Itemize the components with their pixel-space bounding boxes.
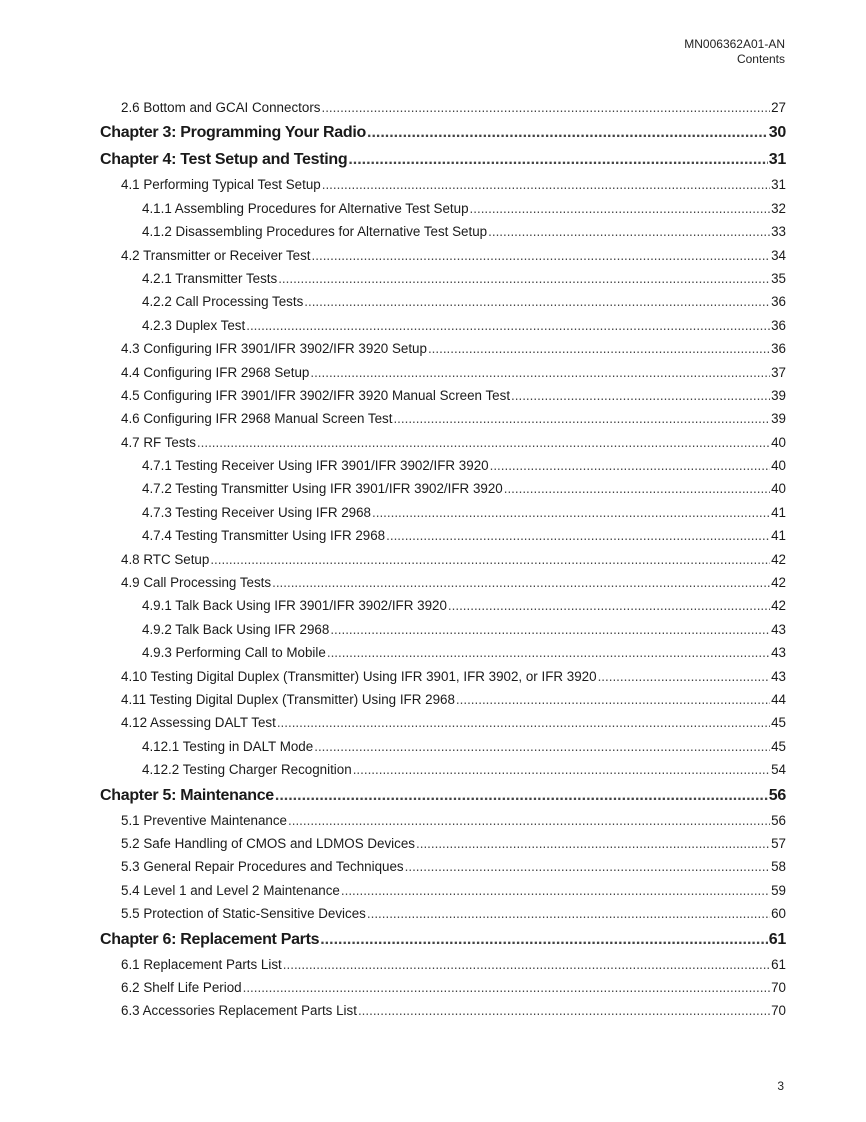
toc-entry-label: 4.7 RF Tests xyxy=(121,434,196,450)
toc-entry-page: 54 xyxy=(771,762,786,778)
toc-dot-leader xyxy=(327,641,770,664)
toc-entry-page: 56 xyxy=(768,786,786,804)
toc-entry-label: 4.9.1 Talk Back Using IFR 3901/IFR 3902/IFR 3920 xyxy=(142,598,447,614)
toc-entry-label: 4.2.3 Duplex Test xyxy=(142,317,246,333)
toc-dot-leader xyxy=(288,809,770,832)
toc-dot-leader xyxy=(321,96,770,119)
toc-section-entry[interactable] xyxy=(100,571,786,594)
toc-dot-leader xyxy=(358,999,770,1022)
toc-dot-leader xyxy=(488,220,770,243)
toc-entry-page: 44 xyxy=(771,691,786,707)
toc-dot-leader xyxy=(312,244,771,267)
toc-entry-page: 42 xyxy=(771,575,786,591)
toc-entry-page: 33 xyxy=(771,224,786,240)
toc-section-entry[interactable] xyxy=(100,832,786,855)
toc-entry-label: 4.2.1 Transmitter Tests xyxy=(142,270,278,286)
toc-entry-page: 32 xyxy=(771,200,786,216)
toc-section-entry[interactable] xyxy=(100,384,786,407)
toc-entry-label: 5.5 Protection of Static-Sensitive Devices xyxy=(121,906,366,922)
toc-section-entry[interactable] xyxy=(100,855,786,878)
toc-section-entry[interactable] xyxy=(100,96,786,119)
toc-section-entry[interactable] xyxy=(100,197,786,220)
toc-entry-label: 4.1.1 Assembling Procedures for Alternative Test Setup xyxy=(142,200,469,216)
toc-entry-label: 4.12.1 Testing in DALT Mode xyxy=(142,738,314,754)
toc-entry-page: 42 xyxy=(771,551,786,567)
toc-section-entry[interactable] xyxy=(100,220,786,243)
toc-entry-page: 27 xyxy=(771,100,786,115)
toc-entry-label: 6.2 Shelf Life Period xyxy=(121,979,242,995)
toc-section-entry[interactable] xyxy=(100,953,786,976)
toc-entry-page: 42 xyxy=(771,598,786,614)
toc-entry-label: 4.3 Configuring IFR 3901/IFR 3902/IFR 3920 Setup xyxy=(121,341,427,357)
page-number: 3 xyxy=(777,1079,784,1093)
toc-entry-page: 34 xyxy=(771,247,786,263)
toc-dot-leader xyxy=(277,711,770,734)
toc-entry-page: 61 xyxy=(771,956,786,972)
toc-dot-leader xyxy=(393,407,770,430)
toc-section-entry[interactable] xyxy=(100,711,786,734)
toc-entry-label: 5.1 Preventive Maintenance xyxy=(121,812,287,828)
toc-entry-page: 41 xyxy=(771,528,786,544)
toc-entry-page: 43 xyxy=(771,645,786,661)
toc-entry-label: 4.5 Configuring IFR 3901/IFR 3902/IFR 3920 Manual Screen Test xyxy=(121,387,511,403)
toc-chapter-entry[interactable] xyxy=(100,926,786,953)
toc-dot-leader xyxy=(246,314,770,337)
toc-section-entry[interactable] xyxy=(100,735,786,758)
toc-dot-leader xyxy=(243,976,770,999)
toc-entry-page: 40 xyxy=(771,481,786,497)
toc-entry-page: 30 xyxy=(768,124,786,142)
toc-dot-leader xyxy=(504,477,770,500)
page-header xyxy=(684,37,785,67)
toc-entry-page: 31 xyxy=(768,151,786,169)
toc-section-entry[interactable] xyxy=(100,290,786,313)
toc-entry-label: 4.12.2 Testing Charger Recognition xyxy=(142,762,352,778)
toc-entry-label: Chapter 3: Programming Your Radio xyxy=(100,124,366,142)
toc-section-entry[interactable] xyxy=(100,524,786,547)
toc-entry-page: 43 xyxy=(771,668,786,684)
toc-chapter-entry[interactable] xyxy=(100,119,786,146)
toc-entry-label: 4.11 Testing Digital Duplex (Transmitter) Using IFR 2968 xyxy=(121,691,455,707)
toc-entry-label: 6.3 Accessories Replacement Parts List xyxy=(121,1003,357,1019)
toc-section-entry[interactable] xyxy=(100,244,786,267)
toc-dot-leader xyxy=(272,571,770,594)
toc-entry-label: 4.12 Assessing DALT Test xyxy=(121,715,276,731)
toc-section-entry[interactable] xyxy=(100,999,786,1022)
toc-dot-leader xyxy=(348,146,767,173)
toc-entry-label: 4.7.2 Testing Transmitter Using IFR 3901/IFR 3902/IFR 3920 xyxy=(142,481,503,497)
toc-section-entry[interactable] xyxy=(100,548,786,571)
toc-section-entry[interactable] xyxy=(100,337,786,360)
toc-dot-leader xyxy=(470,197,771,220)
toc-entry-label: 5.3 General Repair Procedures and Techniques xyxy=(121,859,404,875)
toc-dot-leader xyxy=(275,782,768,809)
toc-dot-leader xyxy=(310,361,770,384)
toc-dot-leader xyxy=(386,524,770,547)
toc-entry-label: 4.7.3 Testing Receiver Using IFR 2968 xyxy=(142,504,371,520)
toc-dot-leader xyxy=(278,267,770,290)
toc-section-entry[interactable] xyxy=(100,361,786,384)
toc-dot-leader xyxy=(405,855,770,878)
toc-section-entry[interactable] xyxy=(100,688,786,711)
toc-entry-label: Chapter 6: Replacement Parts xyxy=(100,930,320,948)
toc-dot-leader xyxy=(428,337,770,360)
toc-entry-page: 59 xyxy=(771,882,786,898)
toc-section-entry[interactable] xyxy=(100,809,786,832)
toc-dot-leader xyxy=(490,454,770,477)
toc-entry-label: 4.9.3 Performing Call to Mobile xyxy=(142,645,326,661)
toc-entry-label: Chapter 5: Maintenance xyxy=(100,786,274,804)
toc-entry-label: 4.1.2 Disassembling Procedures for Alternative Test Setup xyxy=(142,224,488,240)
toc-dot-leader xyxy=(283,953,770,976)
toc-entry-page: 36 xyxy=(771,317,786,333)
toc-dot-leader xyxy=(314,735,770,758)
toc-chapter-entry[interactable] xyxy=(100,782,786,809)
toc-entry-page: 60 xyxy=(771,906,786,922)
toc-entry-label: Chapter 4: Test Setup and Testing xyxy=(100,151,348,169)
toc-entry-page: 39 xyxy=(771,411,786,427)
toc-dot-leader xyxy=(353,758,770,781)
toc-entry-label: 4.9 Call Processing Tests xyxy=(121,575,272,591)
toc-dot-leader xyxy=(304,290,770,313)
toc-dot-leader xyxy=(322,173,770,196)
toc-section-entry[interactable] xyxy=(100,618,786,641)
toc-dot-leader xyxy=(210,548,770,571)
toc-entry-label: 6.1 Replacement Parts List xyxy=(121,956,282,972)
toc-entry-page: 43 xyxy=(771,621,786,637)
toc-entry-label: 4.7.4 Testing Transmitter Using IFR 2968 xyxy=(142,528,386,544)
toc-section-entry[interactable] xyxy=(100,879,786,902)
toc-entry-label: 4.1 Performing Typical Test Setup xyxy=(121,177,321,193)
toc-section-entry[interactable] xyxy=(100,454,786,477)
toc-entry-label: 2.6 Bottom and GCAI Connectors xyxy=(121,100,321,115)
toc-entry-label: 4.10 Testing Digital Duplex (Transmitter) Using IFR 3901, IFR 3902, or IFR 3920 xyxy=(121,668,597,684)
toc-entry-label: 5.4 Level 1 and Level 2 Maintenance xyxy=(121,882,340,898)
toc-entry-page: 70 xyxy=(771,979,786,995)
toc-dot-leader xyxy=(456,688,770,711)
toc-entry-page: 70 xyxy=(771,1003,786,1019)
toc-section-entry[interactable] xyxy=(100,407,786,430)
document-id: MN006362A01-AN xyxy=(684,37,785,51)
toc-entry-label: 4.2.2 Call Processing Tests xyxy=(142,294,304,310)
toc-section-entry[interactable] xyxy=(100,758,786,781)
toc-entry-page: 61 xyxy=(768,930,786,948)
toc-section-entry[interactable] xyxy=(100,477,786,500)
toc-entry-label: 4.8 RTC Setup xyxy=(121,551,210,567)
toc-entry-page: 40 xyxy=(771,434,786,450)
toc-section-entry[interactable] xyxy=(100,173,786,196)
toc-entry-page: 58 xyxy=(771,859,786,875)
toc-dot-leader xyxy=(330,618,770,641)
toc-entry-page: 45 xyxy=(771,715,786,731)
toc-entry-label: 4.6 Configuring IFR 2968 Manual Screen Test xyxy=(121,411,393,427)
toc-entry-page: 39 xyxy=(771,387,786,403)
toc-dot-leader xyxy=(320,926,768,953)
toc-dot-leader xyxy=(367,119,768,146)
toc-section-entry[interactable] xyxy=(100,665,786,688)
toc-dot-leader xyxy=(197,431,770,454)
toc-entry-page: 31 xyxy=(771,177,786,193)
toc-entry-page: 45 xyxy=(771,738,786,754)
toc-dot-leader xyxy=(341,879,770,902)
toc-section-entry[interactable] xyxy=(100,641,786,664)
toc-dot-leader xyxy=(511,384,770,407)
toc-entry-page: 36 xyxy=(771,294,786,310)
toc-dot-leader xyxy=(367,902,770,925)
section-title: Contents xyxy=(736,52,785,66)
toc-entry-page: 57 xyxy=(771,835,786,851)
toc-dot-leader xyxy=(372,501,770,524)
toc-entry-page: 40 xyxy=(771,458,786,474)
toc-section-entry[interactable] xyxy=(100,314,786,337)
toc-section-entry[interactable] xyxy=(100,501,786,524)
toc-section-entry[interactable] xyxy=(100,267,786,290)
toc-chapter-entry[interactable] xyxy=(100,146,786,173)
toc-entry-page: 37 xyxy=(771,364,786,380)
toc-section-entry[interactable] xyxy=(100,976,786,999)
toc-entry-page: 36 xyxy=(771,341,786,357)
toc-entry-label: 4.2 Transmitter or Receiver Test xyxy=(121,247,311,263)
toc-entry-page: 41 xyxy=(771,504,786,520)
toc-entry-label: 5.2 Safe Handling of CMOS and LDMOS Devices xyxy=(121,835,415,851)
toc-section-entry[interactable] xyxy=(100,902,786,925)
toc-section-entry[interactable] xyxy=(100,594,786,617)
toc-entry-page: 56 xyxy=(771,812,786,828)
toc-dot-leader xyxy=(598,665,771,688)
table-of-contents xyxy=(100,96,786,1023)
toc-entry-label: 4.4 Configuring IFR 2968 Setup xyxy=(121,364,310,380)
toc-entry-label: 4.7.1 Testing Receiver Using IFR 3901/IFR 3902/IFR 3920 xyxy=(142,458,489,474)
toc-dot-leader xyxy=(416,832,770,855)
toc-dot-leader xyxy=(448,594,770,617)
toc-entry-label: 4.9.2 Talk Back Using IFR 2968 xyxy=(142,621,330,637)
toc-section-entry[interactable] xyxy=(100,431,786,454)
toc-entry-page: 35 xyxy=(771,270,786,286)
